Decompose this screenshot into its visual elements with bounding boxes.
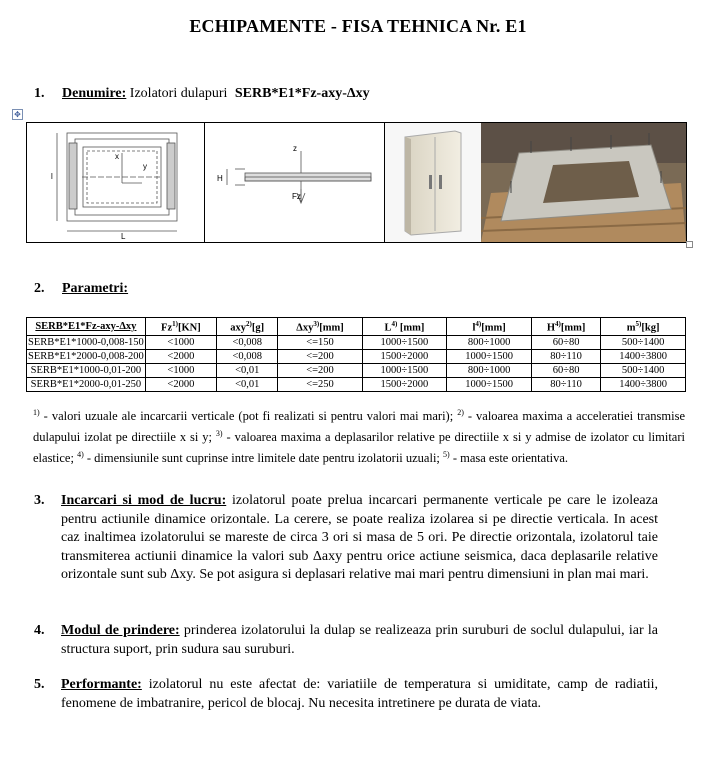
header-L: $L^{4)}$ [mm] bbox=[362, 318, 447, 336]
table-cell: <2000 bbox=[145, 377, 216, 391]
section-drawing bbox=[205, 123, 385, 242]
table-cell: <=150 bbox=[278, 335, 362, 349]
table-cell: <=250 bbox=[278, 377, 362, 391]
section-3 bbox=[34, 492, 658, 585]
section-4 bbox=[34, 622, 658, 659]
plan-drawing bbox=[27, 123, 205, 242]
plan-label-y: y bbox=[143, 162, 147, 171]
section-5-number: 5. bbox=[34, 677, 45, 692]
section-drawing-cell bbox=[205, 123, 385, 242]
table-cell: <0,008 bbox=[216, 349, 277, 363]
table-cell: <0,008 bbox=[216, 335, 277, 349]
table-move-handle-icon[interactable]: ✥ bbox=[12, 109, 23, 120]
document-title: ECHIPAMENTE - FISA TEHNICA Nr. E1 bbox=[189, 16, 527, 36]
table-cell: 800÷1000 bbox=[447, 363, 532, 377]
table-resize-handle[interactable] bbox=[686, 241, 693, 248]
section-3-text: izolatorul poate prelua incarcari permanente verticale pe care le izoleaza pentru actiunile dinamice orizontale. La cerere, se poate realiza izolarea si pe directie verticala. In acest caz inaltimea izolatorului se mareste de circa 3 ori si masa de 5 ori. Pe directie orizontala, izolatorul taie transmiterea actiunii dinamice la valori sub Δaxy pentru orice actiune seismica, daca deplasarile relative orizontale sunt sub Δxy. Se pot asigura si deplasari relative mai mari pentru dimensiuni in plan mai mari. bbox=[61, 493, 658, 582]
footnote-mark: 5) bbox=[443, 450, 450, 460]
section-3-label: Incarcari si mod de lucru: bbox=[61, 493, 227, 508]
table-cell: 500÷1400 bbox=[601, 363, 686, 377]
header-H: $H^{4)}[mm]$ bbox=[531, 318, 600, 336]
table-cell: 1500÷2000 bbox=[362, 349, 447, 363]
footnote-mark: 2) bbox=[457, 408, 464, 417]
footnote-text: - valoarea maxima a deplasarilor relative pe directiile x si y admise de izolator cu limitari elastice; bbox=[33, 430, 685, 466]
section-1-number: 1. bbox=[34, 86, 45, 101]
table-cell: <0,01 bbox=[216, 363, 277, 377]
table-cell: 1000÷1500 bbox=[362, 335, 447, 349]
table-cell: 1400÷3800 bbox=[601, 349, 686, 363]
cabinet-photo-cell bbox=[385, 123, 481, 242]
header-model: SERB*E1*Fz-axy-Δxy bbox=[27, 318, 146, 336]
table-cell: 1000÷1500 bbox=[447, 377, 532, 391]
plan-label-x: x bbox=[115, 152, 119, 161]
images-table bbox=[26, 122, 687, 243]
table-cell: 500÷1400 bbox=[601, 335, 686, 349]
table-cell: SERB*E1*2000-0,01-250 bbox=[27, 377, 146, 391]
footnote-text: - masa este orientativa. bbox=[449, 451, 569, 466]
footnotes bbox=[33, 404, 685, 467]
table-row bbox=[27, 335, 686, 349]
plan-label-l: l bbox=[51, 172, 53, 181]
table-cell: 1500÷2000 bbox=[362, 377, 447, 391]
parameters-table bbox=[26, 317, 686, 392]
section-label-H: H bbox=[217, 174, 223, 183]
footnote-text: - dimensiunile sunt cuprinse intre limitele date pentru izolatorii uzuali; bbox=[83, 451, 444, 466]
section-1-label: Denumire: bbox=[62, 86, 127, 101]
footnote-mark: 3) bbox=[215, 429, 223, 439]
section-4-text: prinderea izolatorului la dulap se realizeaza prin suruburi de soclul dulapului, iar la structura suport, prin sudura sau suruburi. bbox=[61, 623, 658, 657]
section-label-fz: Fz bbox=[292, 192, 301, 201]
section-5-text: izolatorul nu este afectat de: variatiile de temperatura si umiditate, camp de radiatii, fenomene de imbatranire, pericol de blocaj. Nu necesita intretinere pe durata de viata. bbox=[61, 677, 658, 711]
table-cell: 60÷80 bbox=[531, 363, 600, 377]
table-cell: <0,01 bbox=[216, 377, 277, 391]
header-axy: axy$^{2)}$[g] bbox=[216, 318, 277, 336]
table-cell: 60÷80 bbox=[531, 335, 600, 349]
table-cell: SERB*E1*1000-0,008-150 bbox=[28, 336, 144, 348]
section-4-label: Modul de prindere: bbox=[61, 623, 180, 638]
section-5 bbox=[34, 676, 658, 713]
footnote-mark: 1) bbox=[33, 408, 40, 417]
header-dxy: Δxy$^{3)}$[mm] bbox=[278, 318, 362, 336]
section-label-z: z bbox=[293, 144, 297, 153]
table-cell: SERB*E1*2000-0,008-200 bbox=[28, 350, 144, 362]
section-2-heading bbox=[34, 281, 128, 297]
isolator-photo bbox=[481, 123, 686, 242]
section-3-number: 3. bbox=[34, 493, 45, 508]
table-cell: 1000÷1500 bbox=[447, 349, 532, 363]
plan-drawing-cell bbox=[27, 123, 205, 242]
isolator-photo-cell bbox=[481, 123, 686, 242]
section-5-label: Performante: bbox=[61, 677, 142, 692]
table-cell: <1000 bbox=[145, 363, 216, 377]
cabinet-image bbox=[385, 123, 481, 242]
section-2-label: Parametri: bbox=[62, 281, 129, 296]
table-cell: 1400÷3800 bbox=[601, 377, 686, 391]
footnote-text: - valoarea maxima a acceleratiei transmise dulapului izolat pe directiile x si y; bbox=[33, 409, 685, 445]
footnote-text: - valori uzuale ale incarcarii verticale (pot fi realizati si pentru valori mai mari); bbox=[39, 409, 458, 424]
section-2-number: 2. bbox=[34, 281, 45, 296]
plan-label-L: L bbox=[121, 232, 126, 241]
table-cell: SERB*E1*1000-0,01-200 bbox=[27, 363, 146, 377]
header-l: $l^{4)}[mm]$ bbox=[447, 318, 532, 336]
section-4-number: 4. bbox=[34, 623, 45, 638]
table-row bbox=[27, 349, 686, 363]
table-row bbox=[27, 377, 686, 391]
section-1-text: Izolatori dulapuri bbox=[129, 86, 228, 101]
header-m: $m^{5)}[kg]$ bbox=[601, 318, 686, 336]
table-cell: 80÷110 bbox=[531, 377, 600, 391]
section-1-code: SERB*E1*Fz-axy-Δxy bbox=[234, 86, 370, 101]
table-row bbox=[27, 363, 686, 377]
table-cell: 800÷1000 bbox=[447, 335, 532, 349]
table-cell: <1000 bbox=[145, 335, 216, 349]
table-cell: <2000 bbox=[145, 349, 216, 363]
table-cell: 80÷110 bbox=[531, 349, 600, 363]
section-1-heading bbox=[34, 86, 370, 102]
footnote-mark: 4) bbox=[77, 450, 84, 460]
parameters-header-row bbox=[27, 318, 686, 336]
table-cell: 1000÷1500 bbox=[362, 363, 447, 377]
header-fz: Fz$^{1)}$[KN] bbox=[145, 318, 216, 336]
table-cell: <=200 bbox=[278, 349, 362, 363]
table-cell: <=200 bbox=[278, 363, 362, 377]
